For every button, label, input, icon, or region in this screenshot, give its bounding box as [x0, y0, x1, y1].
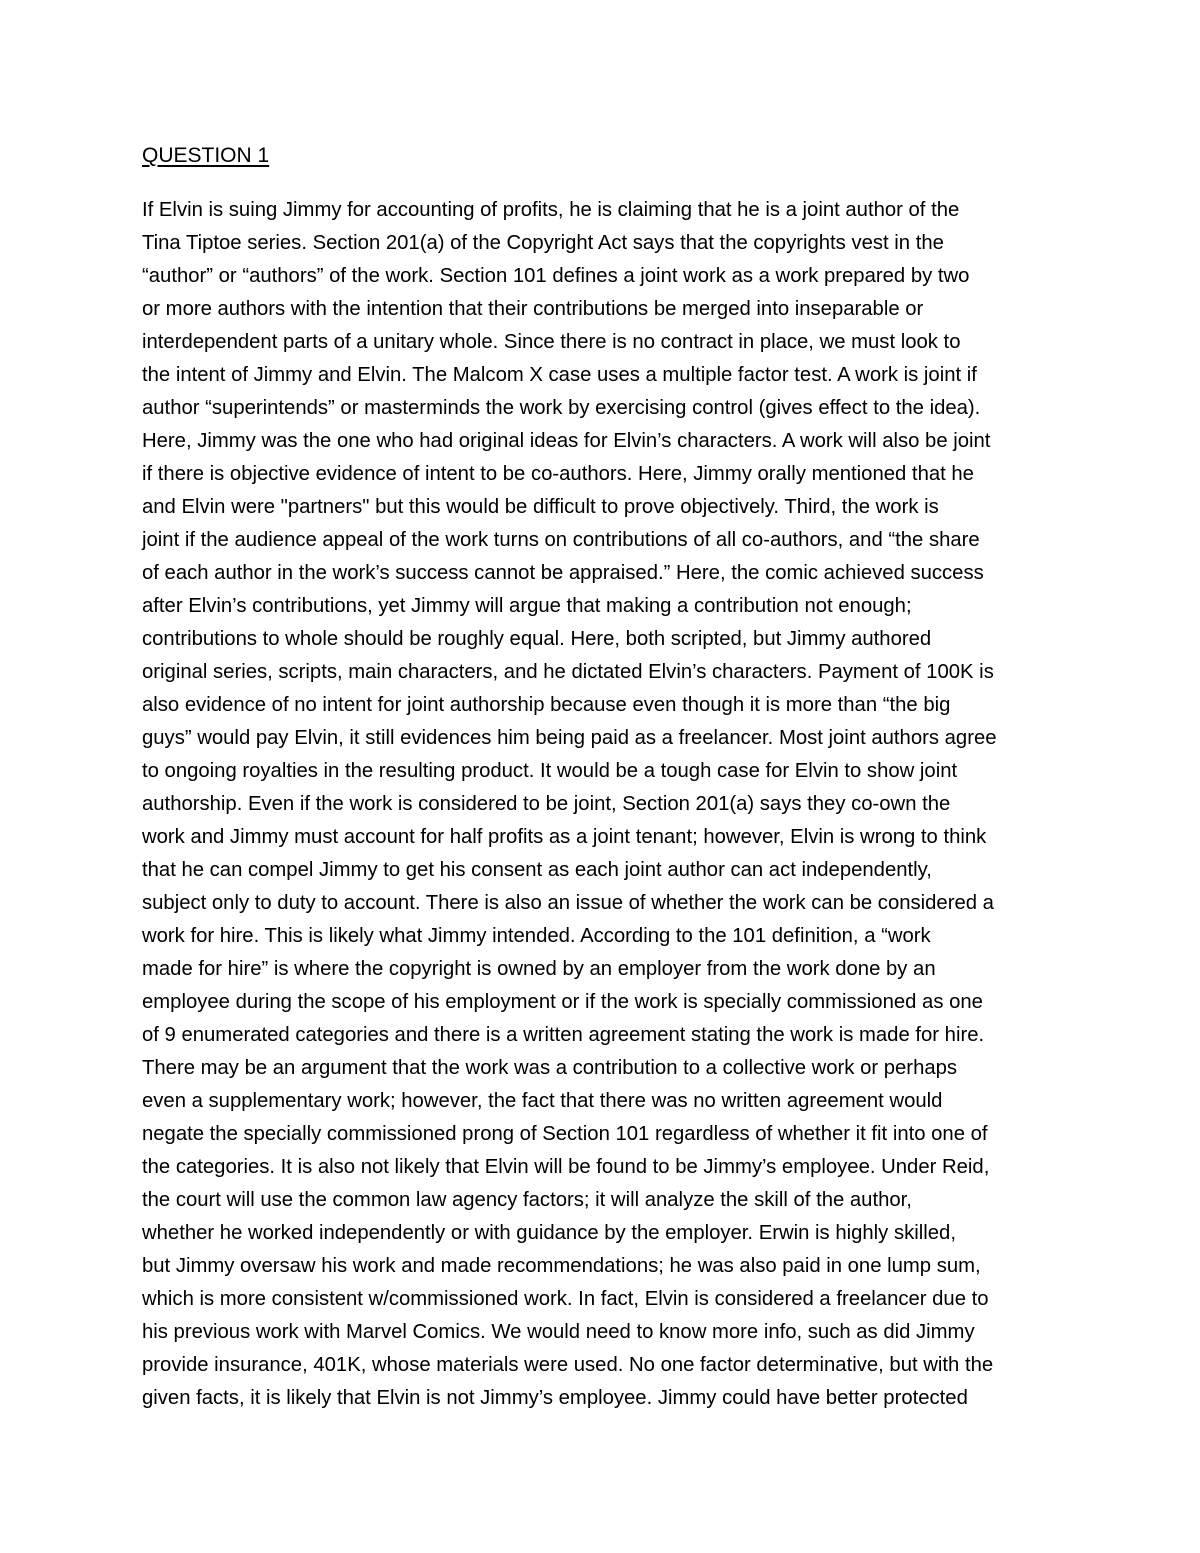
text-line: of each author in the work’s success cannot be appraised.” Here, the comic achieved success — [142, 562, 984, 584]
text-line: contributions to whole should be roughly equal. Here, both scripted, but Jimmy authored — [142, 628, 932, 650]
text-line: which is more consistent w/commissioned work. In fact, Elvin is considered a freelancer due to — [142, 1288, 989, 1310]
text-line: authorship. Even if the work is considered to be joint, Section 201(a) says they co-own the — [142, 793, 951, 815]
answer-body — [142, 194, 1082, 1415]
text-line: the court will use the common law agency factors; it will analyze the skill of the author, — [142, 1189, 912, 1211]
text-line: of 9 enumerated categories and there is a written agreement stating the work is made for hire. — [142, 1024, 985, 1046]
text-line: the intent of Jimmy and Elvin. The Malcom X case uses a multiple factor test. A work is joint if — [142, 364, 977, 386]
text-line: joint if the audience appeal of the work turns on contributions of all co-authors, and “the share — [142, 529, 980, 551]
text-line: work for hire. This is likely what Jimmy intended. According to the 101 definition, a “work — [142, 925, 931, 947]
text-line: the categories. It is also not likely that Elvin will be found to be Jimmy’s employee. Under Reid, — [142, 1156, 990, 1178]
text-line: even a supplementary work; however, the fact that there was no written agreement would — [142, 1090, 943, 1112]
text-line: or more authors with the intention that their contributions be merged into inseparable or — [142, 298, 924, 320]
text-line: his previous work with Marvel Comics. We would need to know more info, such as did Jimmy — [142, 1321, 975, 1343]
text-line: guys” would pay Elvin, it still evidences him being paid as a freelancer. Most joint authors agree — [142, 727, 997, 749]
text-line: There may be an argument that the work was a contribution to a collective work or perhaps — [142, 1057, 958, 1079]
text-line: If Elvin is suing Jimmy for accounting of profits, he is claiming that he is a joint author of the — [142, 199, 960, 221]
text-line: negate the specially commissioned prong of Section 101 regardless of whether it fit into one of — [142, 1123, 988, 1145]
text-line: to ongoing royalties in the resulting product. It would be a tough case for Elvin to show joint — [142, 760, 958, 782]
text-line: given facts, it is likely that Elvin is not Jimmy’s employee. Jimmy could have better protected — [142, 1387, 968, 1409]
text-line: employee during the scope of his employment or if the work is specially commissioned as one — [142, 991, 983, 1013]
text-line: if there is objective evidence of intent to be co-authors. Here, Jimmy orally mentioned that he — [142, 463, 974, 485]
text-line: that he can compel Jimmy to get his consent as each joint author can act independently, — [142, 859, 932, 881]
text-line: Here, Jimmy was the one who had original ideas for Elvin’s characters. A work will also be joint — [142, 430, 991, 452]
text-line: work and Jimmy must account for half profits as a joint tenant; however, Elvin is wrong to think — [142, 826, 987, 848]
text-line: also evidence of no intent for joint authorship because even though it is more than “the big — [142, 694, 951, 716]
text-line: made for hire” is where the copyright is owned by an employer from the work done by an — [142, 958, 936, 980]
text-line: “author” or “authors” of the work. Section 101 defines a joint work as a work prepared by two — [142, 265, 970, 287]
question-heading: QUESTION 1 — [142, 144, 270, 167]
text-line: and Elvin were "partners" but this would be difficult to prove objectively. Third, the work is — [142, 496, 939, 518]
text-line: whether he worked independently or with guidance by the employer. Erwin is highly skilled, — [142, 1222, 956, 1244]
text-line: after Elvin’s contributions, yet Jimmy will argue that making a contribution not enough; — [142, 595, 912, 617]
text-line: but Jimmy oversaw his work and made recommendations; he was also paid in one lump sum, — [142, 1255, 981, 1277]
text-line: author “superintends” or masterminds the work by exercising control (gives effect to the idea). — [142, 397, 981, 419]
text-line: Tina Tiptoe series. Section 201(a) of the Copyright Act says that the copyrights vest in the — [142, 232, 944, 254]
text-line: interdependent parts of a unitary whole. Since there is no contract in place, we must look to — [142, 331, 961, 353]
text-line: provide insurance, 401K, whose materials were used. No one factor determinative, but with the — [142, 1354, 994, 1376]
text-line: subject only to duty to account. There is also an issue of whether the work can be considered a — [142, 892, 994, 914]
text-line: original series, scripts, main characters, and he dictated Elvin’s characters. Payment of 100K is — [142, 661, 994, 683]
